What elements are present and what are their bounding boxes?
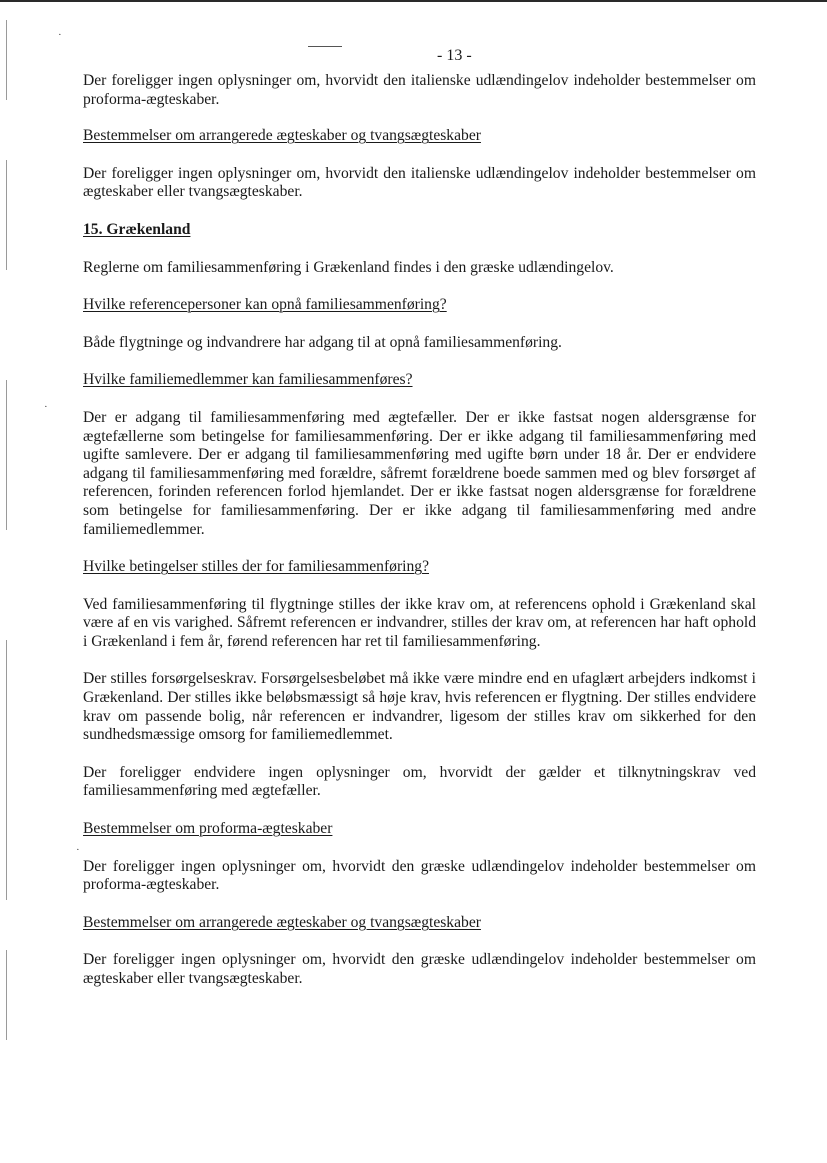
paragraph: Der foreligger ingen oplysninger om, hvorvidt den italienske udlændingelov indeholder bestemmelser om proforma-ægteskaber. — [83, 72, 756, 108]
paragraph: Der foreligger ingen oplysninger om, hvorvidt den italienske udlændingelov indeholder bestemmelser om ægteskaber eller tvangsægteskaber. — [83, 164, 756, 201]
scan-speck: · — [58, 29, 62, 41]
scan-dash-mark — [308, 46, 342, 47]
top-border-line — [0, 0, 827, 2]
scan-speck: · — [76, 844, 80, 856]
paragraph: Ved familiesammenføring til flygtninge stilles der ikke krav om, at referencens ophold i Grækenland skal være af en vis varighed. Såfremt referencen er indvandrer, stilles der krav om, at referencen har haft ophold i Grækenland i fem år, førend referencen har ret til familiesammenføring. — [83, 595, 756, 650]
section-heading: 15. Grækenland — [83, 220, 191, 238]
paragraph: Der foreligger endvidere ingen oplysninger om, hvorvidt der gælder et tilknytningskrav ved familiesammenføring med ægtefæller. — [83, 763, 756, 800]
scan-speck: · — [44, 401, 48, 413]
paragraph: Reglerne om familiesammenføring i Grækenland findes i den græske udlændingelov. — [83, 258, 614, 276]
subheading: Bestemmelser om arrangerede ægteskaber og tvangsægteskaber — [83, 913, 481, 931]
document-body — [83, 72, 756, 1008]
subheading: Bestemmelser om proforma-ægteskaber — [83, 820, 333, 838]
subheading: Bestemmelser om arrangerede ægteskaber og tvangsægteskaber — [83, 127, 481, 145]
paragraph: Der stilles forsørgelseskrav. Forsørgelsesbeløbet må ikke være mindre end en ufaglært arbejders indkomst i Grækenland. Der stilles ikke beløbsmæssigt så høje krav, hvis referencen er flygtning. Der stilles endvidere krav om passende bolig, når referencen er indvandrer, ligesom der stilles krav om sikkerhed for den sundhedsmæssige omsorg for familiemedlemmet. — [83, 670, 756, 744]
paragraph: Der foreligger ingen oplysninger om, hvorvidt den græske udlændingelov indeholder bestemmelser om ægteskaber eller tvangsægteskaber. — [83, 951, 756, 987]
subheading: Hvilke referencepersoner kan opnå familiesammenføring? — [83, 296, 447, 314]
scan-margin-line — [6, 160, 7, 270]
paragraph: Der er adgang til familiesammenføring med ægtefæller. Der er ikke fastsat nogen aldersgrænse for ægtefællerne som betingelse for familiesammenføring. Der er ikke adgang til familiesammenføring med ugifte samlevere. Der er adgang til familiesammenføring med ugifte børn under 18 år. Der er endvidere adgang til familiesammenføring med forældre, såfremt forældrene boede sammen med og blev forsørget af referencen, forinden referencen forlod hjemlandet. Der er ikke fastsat nogen aldersgrænse for forældrene som betingelse for familiesammenføring. Der er ikke adgang til familiesammenføring med andre familiemedlemmer. — [83, 408, 756, 538]
paragraph: Både flygtninge og indvandrere har adgang til at opnå familiesammenføring. — [83, 333, 562, 351]
page-number: - 13 - — [437, 47, 472, 64]
scan-margin-line — [6, 950, 7, 1040]
scan-margin-line — [6, 380, 7, 530]
scan-margin-line — [6, 20, 7, 100]
paragraph: Der foreligger ingen oplysninger om, hvorvidt den græske udlændingelov indeholder bestemmelser om proforma-ægteskaber. — [83, 857, 756, 894]
subheading: Hvilke betingelser stilles der for familiesammenføring? — [83, 558, 429, 576]
subheading: Hvilke familiemedlemmer kan familiesammenføres? — [83, 371, 413, 389]
scan-margin-line — [6, 640, 7, 900]
